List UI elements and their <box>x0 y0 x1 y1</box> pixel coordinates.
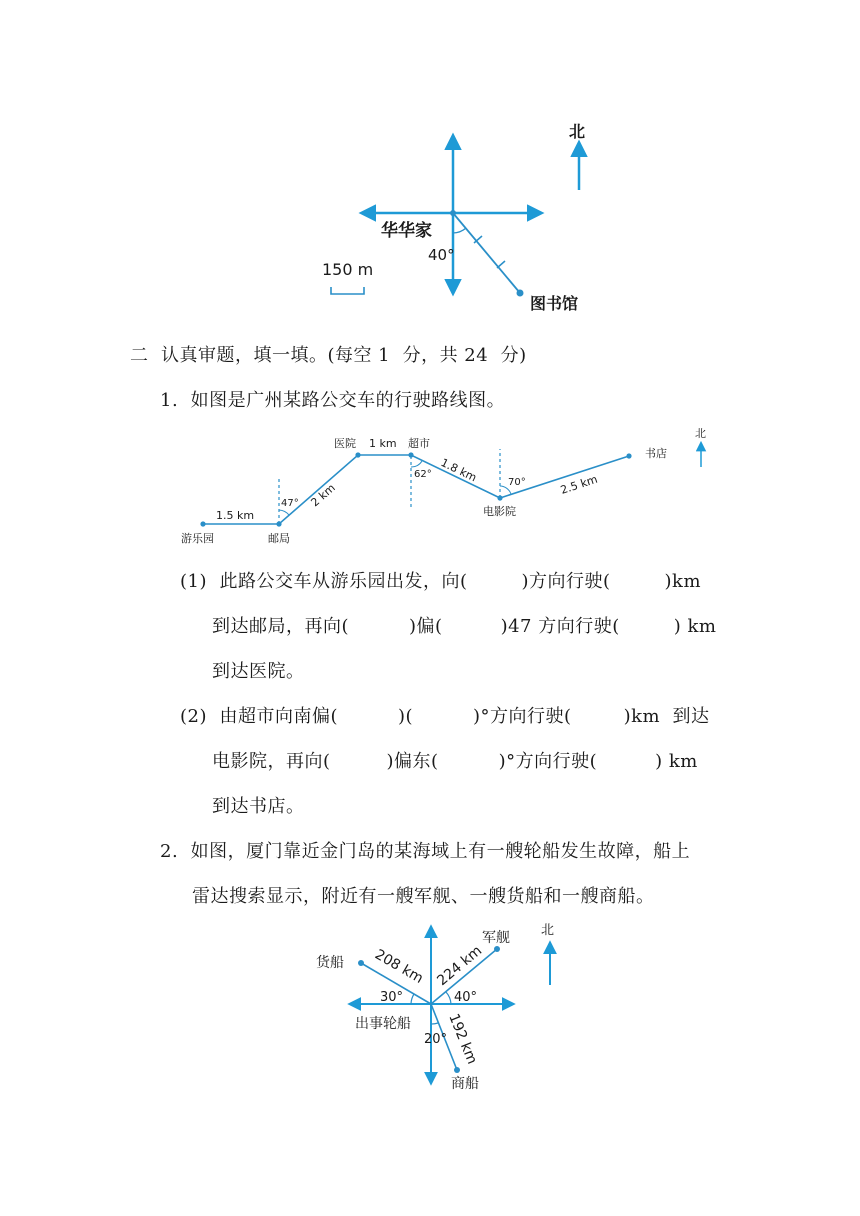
angle-label: 40° <box>454 990 478 1005</box>
angle-arc <box>431 1023 438 1024</box>
angle-label: 40° <box>428 246 455 264</box>
angle-arc <box>411 461 422 467</box>
angle-label: 62° <box>414 469 432 480</box>
angle-label: 47° <box>281 498 299 509</box>
scale-bar <box>331 287 364 294</box>
distance-label: 208 km <box>372 946 426 987</box>
angle-arc <box>446 992 451 1004</box>
library-point <box>517 290 524 297</box>
distance-label: 1 km <box>369 437 397 450</box>
q1-p2-line1: (2) 由超市向南偏( )( )°方向行驶( )km 到达 <box>180 706 710 727</box>
label-merchant: 商船 <box>451 1076 479 1092</box>
point-park <box>200 521 205 526</box>
origin-point <box>450 210 456 216</box>
section-heading: 二 认真审题，填一填。(每空 1 分，共 24 分) <box>130 345 527 366</box>
distance-label: 2 km <box>308 481 338 510</box>
q2-stem-line1: 2. 如图，厦门靠近金门岛的某海域上有一艘轮船发生故障，船上 <box>160 841 691 862</box>
q1-stem: 1. 如图是广州某路公交车的行驶路线图。 <box>160 390 506 411</box>
scale-label: 150 m <box>322 260 374 279</box>
home-label: 华华家 <box>381 221 432 241</box>
q1-p1-line2: 到达邮局，再向( )偏( )47 方向行驶( ) km <box>212 616 717 637</box>
label-center: 出事轮船 <box>355 1016 411 1032</box>
label-warship: 军舰 <box>482 930 510 946</box>
distance-label: 1.8 km <box>438 456 479 485</box>
point-cargo <box>358 960 364 966</box>
distance-label: 2.5 km <box>558 472 600 497</box>
label-bookstore: 书店 <box>645 447 667 460</box>
figure-ships <box>0 915 860 1095</box>
point-bookstore <box>626 453 631 458</box>
north-label: 北 <box>541 923 555 938</box>
north-label: 北 <box>569 122 586 141</box>
label-post: 邮局 <box>268 532 290 545</box>
label-supermarket: 超市 <box>408 437 430 450</box>
point-merchant <box>454 1067 460 1073</box>
distance-label: 1.5 km <box>216 509 255 522</box>
library-label: 图书馆 <box>530 294 579 313</box>
route-to-library <box>453 213 520 293</box>
q1-p1-line1: (1) 此路公交车从游乐园出发，向( )方向行驶( )km <box>180 571 702 592</box>
angle-label: 30° <box>380 990 404 1005</box>
distance-label: 192 km <box>445 1011 480 1067</box>
distance-label: 224 km <box>434 942 486 990</box>
angle-label: 70° <box>508 477 526 488</box>
north-label: 北 <box>695 427 706 440</box>
q2-stem-line2: 雷达搜索显示，附近有一艘军舰、一艘货船和一艘商船。 <box>192 886 655 907</box>
point-supermarket <box>408 452 413 457</box>
q1-p2-line2: 电影院，再向( )偏东( )°方向行驶( ) km <box>212 751 698 772</box>
tick-mark <box>497 261 505 268</box>
label-park: 游乐园 <box>181 532 214 545</box>
label-cinema: 电影院 <box>483 505 516 518</box>
q1-p1-line3: 到达医院。 <box>212 661 305 682</box>
figure-bus-route <box>0 425 860 545</box>
point-post <box>276 521 281 526</box>
figure-top-compass <box>0 0 860 330</box>
angle-arc <box>279 510 289 515</box>
angle-arc <box>453 228 466 233</box>
q1-p2-line3: 到达书店。 <box>212 796 305 817</box>
point-warship <box>494 946 500 952</box>
label-cargo: 货船 <box>316 955 344 971</box>
point-cinema <box>497 495 502 500</box>
point-hospital <box>355 452 360 457</box>
label-hospital: 医院 <box>334 437 356 450</box>
angle-arc <box>411 994 414 1004</box>
angle-label: 20° <box>424 1032 448 1047</box>
